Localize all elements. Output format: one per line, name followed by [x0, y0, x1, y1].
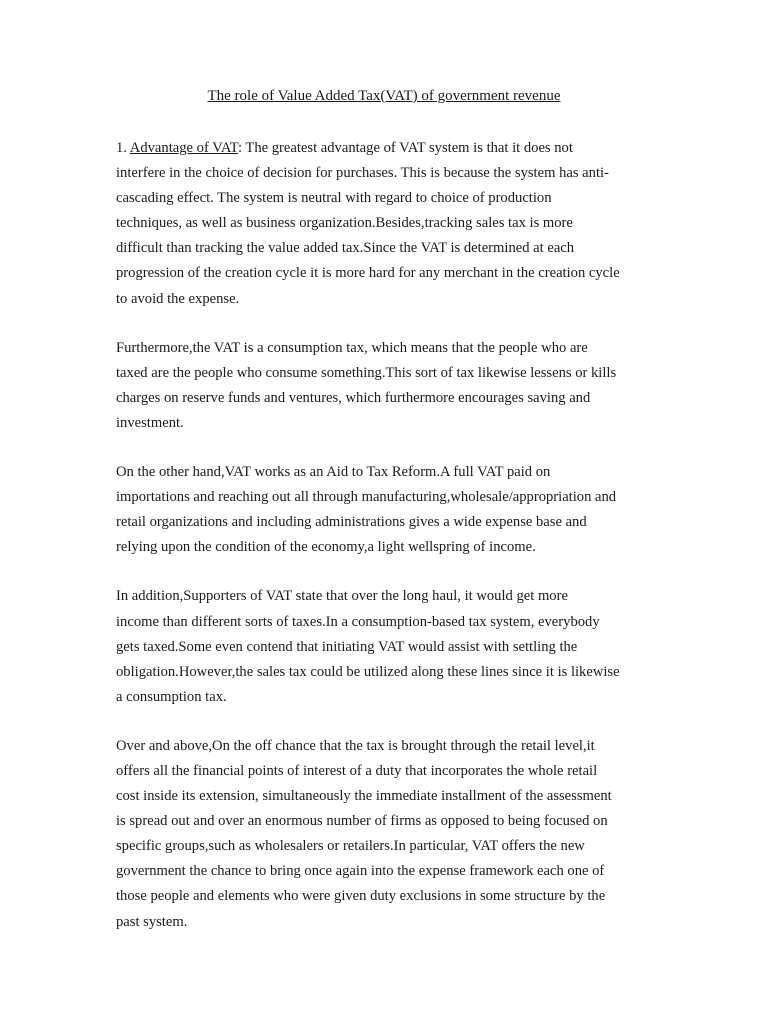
section-colon: :	[237, 140, 243, 156]
paragraph-tax-reform: On the other hand,VAT works as an Aid to Tax Reform.A full VAT paid on importations and reaching out all through manufacturing,wholesale/appropriation and retail organizations and including administrations gives a wide expense base and relying upon the condition of the economy,a light wellspring of income.	[116, 464, 617, 556]
paragraph-advantage-of-vat	[116, 136, 658, 312]
paragraph-retail-level: Over and above,On the off chance that the tax is brought through the retail level,it offers all the financial points of interest of a duty that incorporates the whole retail cost inside its extension, simultaneously the immediate installment of the assessment is spread out and over an enormous number of firms as opposed to being focused on specific groups,such as wholesalers or retailers.In particular, VAT offers the new government the chance to bring once again into the expense framework each one of those people and elements who were given duty exclusions in some structure by the past system.	[116, 737, 612, 930]
document-title: The role of Value Added Tax(VAT) of government revenue	[207, 88, 561, 104]
section-text: The greatest advantage of VAT system is that it does not interfere in the choice of decision for purchases. This is because the system has anti- cascading effect. The system is neutral with regard to choice of production techniques, as well as business organization.Besides,tracking sales tax is more difficult than tracking the value added tax.Since the VAT is determined at each progression of the creation cycle it is more hard for any merchant in the creation cycle to avoid the expense.	[116, 140, 620, 307]
section-heading: Advantage of VAT	[129, 140, 238, 156]
document-body	[116, 136, 658, 959]
section-number: 1.	[116, 140, 130, 156]
paragraph-consumption-tax: Furthermore,the VAT is a consumption tax, which means that the people who are taxed are the people who consume something.This sort of tax likewise lessens or kills charges on reserve funds and ventures, which furthermore encourages saving and investment.	[116, 339, 617, 431]
paragraph-supporters: In addition,Supporters of VAT state that over the long haul, it would get more income than different sorts of taxes.In a consumption-based tax system, everybody gets taxed.Some even contend that initiating VAT would assist with settling the obligation.However,the sales tax could be utilized along these lines since it is likewise a consumption tax.	[116, 588, 620, 705]
